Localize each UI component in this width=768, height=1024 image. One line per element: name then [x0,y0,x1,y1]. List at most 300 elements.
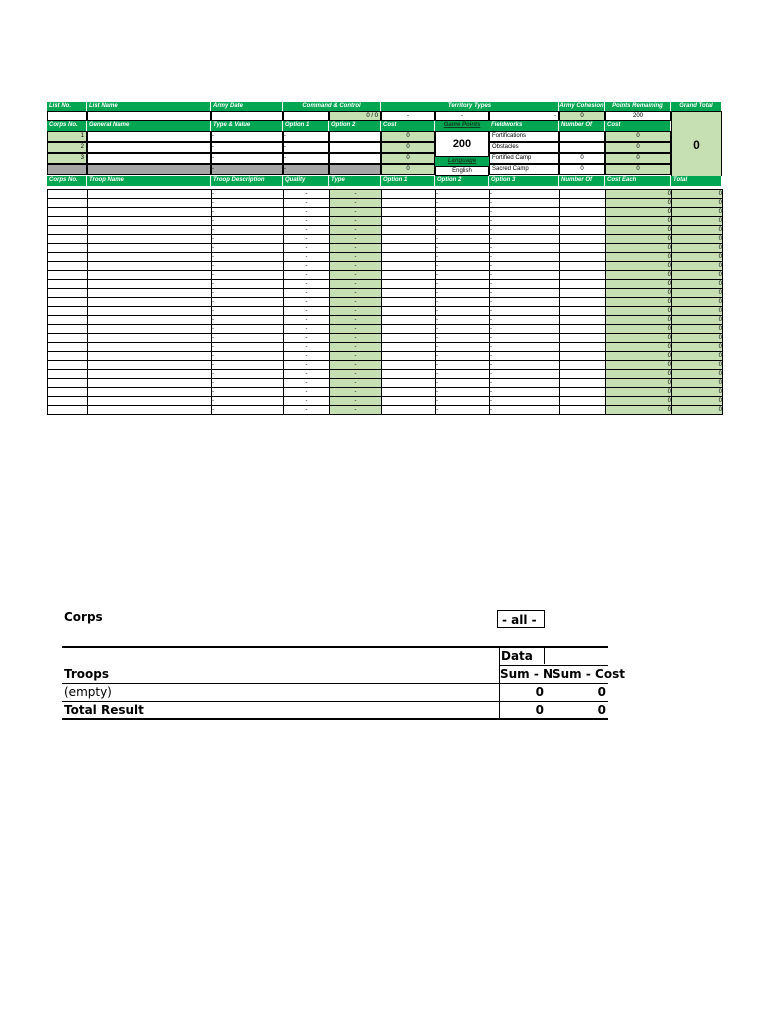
type-value-input[interactable]: - [211,164,283,175]
troop-type-cell[interactable]: - [330,253,382,262]
troop-type-cell[interactable]: - [330,307,382,316]
troop-quality-cell[interactable]: - [284,208,330,217]
troop-type-cell[interactable]: - [330,361,382,370]
troop-option-3-cell[interactable]: - [490,370,560,379]
troop-description-cell[interactable]: - [212,388,284,397]
troop-description-cell[interactable]: - [212,352,284,361]
troop-option-3-cell[interactable]: - [490,325,560,334]
troop-corps-no-cell[interactable] [48,406,88,415]
troop-total-cell: 0 [672,190,723,199]
troop-option-2-cell[interactable]: - [436,217,490,226]
fieldwork-number-of[interactable]: 0 [559,153,605,164]
troop-option-3-cell[interactable]: - [490,208,560,217]
type-value-input[interactable]: - [211,153,283,164]
troop-option-3-cell[interactable]: - [490,271,560,280]
troop-number-of-cell[interactable] [560,235,606,244]
game-points-value[interactable]: 200 [435,131,489,157]
troop-option-2-cell[interactable]: - [436,253,490,262]
troop-quality-cell[interactable]: - [284,406,330,415]
troop-option-2-cell[interactable]: - [436,280,490,289]
troop-option-2-cell[interactable]: - [436,379,490,388]
troop-number-of-cell[interactable] [560,334,606,343]
troop-option-3-cell[interactable]: - [490,226,560,235]
troop-number-of-cell[interactable] [560,388,606,397]
troop-corps-no-cell[interactable] [48,253,88,262]
troop-corps-no-cell[interactable] [48,208,88,217]
troop-quality-cell[interactable]: - [284,289,330,298]
troop-type-cell[interactable]: - [330,316,382,325]
troop-option-1-cell[interactable] [382,343,436,352]
pivot-row-label: (empty) [64,685,112,699]
troop-option-2-cell[interactable]: - [436,397,490,406]
troop-quality-cell[interactable]: - [284,361,330,370]
header-fieldworks: Fieldworks [489,121,559,131]
troop-name-cell[interactable] [88,235,212,244]
table-row [48,388,723,397]
troop-option-2-cell[interactable]: - [436,406,490,415]
troop-corps-no-cell[interactable] [48,397,88,406]
header-troop-option-2: Option 2 [435,176,489,186]
troop-number-of-cell[interactable] [560,226,606,235]
troop-type-cell[interactable]: - [330,352,382,361]
troop-option-2-cell[interactable]: - [436,298,490,307]
troop-option-3-cell[interactable]: - [490,316,560,325]
troop-quality-cell[interactable]: - [284,262,330,271]
troop-option-2-cell[interactable]: - [436,208,490,217]
troop-option-2-cell[interactable]: - [436,235,490,244]
troop-quality-cell[interactable]: - [284,235,330,244]
troop-type-cell[interactable]: - [330,271,382,280]
troop-corps-no-cell[interactable] [48,343,88,352]
game-points-label: Game Points [435,121,489,131]
troop-total-cell: 0 [672,271,723,280]
troop-type-cell[interactable]: - [330,262,382,271]
troop-option-2-cell[interactable]: - [436,361,490,370]
troop-number-of-cell[interactable] [560,325,606,334]
troop-name-cell[interactable] [88,244,212,253]
troop-number-of-cell[interactable] [560,280,606,289]
troop-option-2-cell[interactable]: - [436,316,490,325]
corps-option-2-input[interactable] [329,153,381,164]
troop-type-cell[interactable]: - [330,397,382,406]
troop-corps-no-cell[interactable] [48,217,88,226]
troop-description-cell[interactable]: - [212,370,284,379]
table-row [48,370,723,379]
troop-option-2-cell[interactable]: - [436,262,490,271]
troop-cost-each-cell: 0 [606,352,672,361]
troop-type-cell[interactable]: - [330,226,382,235]
corps-option-1-input[interactable]: - [283,131,329,142]
troop-corps-no-cell[interactable] [48,325,88,334]
troop-option-1-cell[interactable] [382,397,436,406]
troop-option-3-cell[interactable]: - [490,379,560,388]
troop-description-cell[interactable]: - [212,253,284,262]
troop-name-cell[interactable] [88,379,212,388]
troop-type-cell[interactable]: - [330,334,382,343]
general-name-input[interactable] [87,142,211,153]
territory-2[interactable]: - [435,111,489,121]
troop-option-3-cell[interactable]: - [490,307,560,316]
troop-option-3-cell[interactable]: - [490,217,560,226]
corps-option-1-input[interactable]: - [283,142,329,153]
troop-description-cell[interactable]: - [212,244,284,253]
troop-name-cell[interactable] [88,298,212,307]
troop-number-of-cell[interactable] [560,217,606,226]
troop-option-1-cell[interactable] [382,208,436,217]
corps-option-1-input[interactable]: - [283,164,329,175]
troop-option-2-cell[interactable]: - [436,199,490,208]
troop-description-cell[interactable]: - [212,226,284,235]
troop-option-3-cell[interactable]: - [490,262,560,271]
troop-type-cell[interactable]: - [330,280,382,289]
list-no-input[interactable] [47,111,87,121]
troop-number-of-cell[interactable] [560,379,606,388]
troop-type-cell[interactable]: - [330,208,382,217]
troop-number-of-cell[interactable] [560,406,606,415]
troop-option-3-cell[interactable]: - [490,406,560,415]
table-row [48,199,723,208]
troop-option-1-cell[interactable] [382,226,436,235]
troop-name-cell[interactable] [88,217,212,226]
troop-type-cell[interactable]: - [330,388,382,397]
troop-description-cell[interactable]: - [212,289,284,298]
pivot-filter-label: Corps [64,610,103,624]
troop-quality-cell[interactable]: - [284,334,330,343]
troop-corps-no-cell[interactable] [48,370,88,379]
pivot-filter-dropdown[interactable]: - all - [497,610,545,628]
troop-corps-no-cell[interactable] [48,361,88,370]
corps-no[interactable] [47,164,87,175]
troop-option-1-cell[interactable] [382,361,436,370]
troop-quality-cell[interactable]: - [284,226,330,235]
corps-option-2-input[interactable] [329,142,381,153]
troop-description-cell[interactable]: - [212,325,284,334]
header-corps-cost: Cost [381,121,435,131]
troop-option-1-cell[interactable] [382,316,436,325]
troop-quality-cell[interactable]: - [284,307,330,316]
troop-type-cell[interactable]: - [330,244,382,253]
table-row [48,361,723,370]
troop-description-cell[interactable]: - [212,379,284,388]
troop-total-cell: 0 [672,352,723,361]
troop-cost-each-cell: 0 [606,280,672,289]
corps-option-1-input[interactable]: - [283,153,329,164]
troop-name-cell[interactable] [88,370,212,379]
troop-type-cell[interactable]: - [330,370,382,379]
troop-option-3-cell[interactable]: - [490,334,560,343]
troop-quality-cell[interactable]: - [284,244,330,253]
troop-option-2-cell[interactable]: - [436,325,490,334]
troop-number-of-cell[interactable] [560,298,606,307]
troop-option-1-cell[interactable] [382,271,436,280]
header-territory-types: Territory Types [381,102,559,111]
troop-corps-no-cell[interactable] [48,262,88,271]
troop-type-cell[interactable]: - [330,235,382,244]
troop-option-3-cell[interactable]: - [490,343,560,352]
troop-description-cell[interactable]: - [212,235,284,244]
troop-type-cell[interactable]: - [330,379,382,388]
corps-option-2-input[interactable] [329,131,381,142]
troop-name-cell[interactable] [88,307,212,316]
troop-option-3-cell[interactable]: - [490,244,560,253]
troop-option-3-cell[interactable]: - [490,352,560,361]
troop-number-of-cell[interactable] [560,289,606,298]
troop-description-cell[interactable]: - [212,280,284,289]
corps-no[interactable]: 3 [47,153,87,164]
troop-description-cell[interactable]: - [212,307,284,316]
troop-option-1-cell[interactable] [382,289,436,298]
troop-option-3-cell[interactable]: - [490,397,560,406]
troop-option-3-cell[interactable]: - [490,280,560,289]
fieldwork-name[interactable]: Obstacles [489,142,559,153]
troop-option-3-cell[interactable]: - [490,253,560,262]
troop-option-1-cell[interactable] [382,262,436,271]
fieldwork-cost: 0 [605,153,671,164]
troop-total-cell: 0 [672,406,723,415]
troop-corps-no-cell[interactable] [48,379,88,388]
troop-option-3-cell[interactable]: - [490,190,560,199]
troop-number-of-cell[interactable] [560,244,606,253]
troop-description-cell[interactable]: - [212,298,284,307]
type-value-input[interactable]: - [211,142,283,153]
troop-description-cell[interactable]: - [212,208,284,217]
command-blank-cell[interactable] [283,111,329,121]
troop-quality-cell[interactable]: - [284,280,330,289]
troop-description-cell[interactable]: - [212,271,284,280]
troop-type-cell[interactable]: - [330,217,382,226]
corps-no[interactable]: 1 [47,131,87,142]
troop-name-cell[interactable] [88,289,212,298]
troop-name-cell[interactable] [88,262,212,271]
troop-corps-no-cell[interactable] [48,316,88,325]
troop-option-2-cell[interactable]: - [436,307,490,316]
troop-total-cell: 0 [672,388,723,397]
troop-type-cell[interactable]: - [330,325,382,334]
fieldwork-name[interactable]: Fortified Camp [489,153,559,164]
troop-corps-no-cell[interactable] [48,271,88,280]
troop-corps-no-cell[interactable] [48,388,88,397]
troop-option-1-cell[interactable] [382,370,436,379]
troop-option-2-cell[interactable]: - [436,244,490,253]
troop-option-1-cell[interactable] [382,334,436,343]
troop-name-cell[interactable] [88,352,212,361]
troop-number-of-cell[interactable] [560,370,606,379]
troop-number-of-cell[interactable] [560,190,606,199]
list-name-input[interactable] [87,111,211,121]
troop-number-of-cell[interactable] [560,199,606,208]
troop-option-1-cell[interactable] [382,352,436,361]
troop-type-cell[interactable]: - [330,199,382,208]
troop-name-cell[interactable] [88,343,212,352]
troop-quality-cell[interactable]: - [284,397,330,406]
troop-number-of-cell[interactable] [560,361,606,370]
troop-name-cell[interactable] [88,388,212,397]
troop-description-cell[interactable]: - [212,397,284,406]
table-row [48,397,723,406]
troop-corps-no-cell[interactable] [48,352,88,361]
troop-cost-each-cell: 0 [606,271,672,280]
general-name-input[interactable] [87,131,211,142]
troop-type-cell[interactable]: - [330,289,382,298]
troop-description-cell[interactable]: - [212,343,284,352]
table-row [48,280,723,289]
territory-3[interactable]: - [489,111,559,121]
troop-option-1-cell[interactable] [382,244,436,253]
troop-option-3-cell[interactable]: - [490,388,560,397]
troop-quality-cell[interactable]: - [284,190,330,199]
troop-option-3-cell[interactable]: - [490,289,560,298]
troop-option-3-cell[interactable]: - [490,199,560,208]
troop-option-3-cell[interactable]: - [490,361,560,370]
troop-corps-no-cell[interactable] [48,334,88,343]
troop-option-3-cell[interactable]: - [490,235,560,244]
fieldwork-name[interactable]: Sacred Camp [489,164,559,175]
header-general-name: General Name [87,121,211,131]
general-name-input[interactable] [87,153,211,164]
troop-option-1-cell[interactable] [382,406,436,415]
troop-option-1-cell[interactable] [382,199,436,208]
troop-description-cell[interactable]: - [212,406,284,415]
troop-corps-no-cell[interactable] [48,235,88,244]
troop-quality-cell[interactable]: - [284,217,330,226]
troop-quality-cell[interactable]: - [284,271,330,280]
troop-option-2-cell[interactable]: - [436,343,490,352]
header-type-value: Type & Value [211,121,283,131]
troop-description-cell[interactable]: - [212,316,284,325]
troop-quality-cell[interactable]: - [284,379,330,388]
troop-name-cell[interactable] [88,208,212,217]
troop-name-cell[interactable] [88,325,212,334]
troop-quality-cell[interactable]: - [284,370,330,379]
corps-option-2-input[interactable] [329,164,381,175]
troop-option-2-cell[interactable]: - [436,388,490,397]
pivot-data-divider [544,646,545,664]
troop-name-cell[interactable] [88,280,212,289]
troop-type-cell[interactable]: - [330,406,382,415]
troop-option-3-cell[interactable]: - [490,298,560,307]
troop-option-1-cell[interactable] [382,307,436,316]
troop-option-1-cell[interactable] [382,298,436,307]
header-troop-number-of: Number Of [559,176,605,186]
troop-description-cell[interactable]: - [212,334,284,343]
header-quality: Quality [283,176,329,186]
pivot-row-header: Troops [64,667,110,681]
troop-number-of-cell[interactable] [560,271,606,280]
troop-number-of-cell[interactable] [560,397,606,406]
fieldwork-number-of[interactable]: 0 [559,164,605,175]
troop-name-cell[interactable] [88,253,212,262]
troop-quality-cell[interactable]: - [284,325,330,334]
troop-quality-cell[interactable]: - [284,199,330,208]
language-value[interactable]: English [435,166,489,176]
troop-name-cell[interactable] [88,406,212,415]
table-row [48,352,723,361]
table-row [48,307,723,316]
troop-number-of-cell[interactable] [560,307,606,316]
troop-option-1-cell[interactable] [382,217,436,226]
troop-corps-no-cell[interactable] [48,298,88,307]
troop-option-2-cell[interactable]: - [436,370,490,379]
troop-corps-no-cell[interactable] [48,190,88,199]
troop-quality-cell[interactable]: - [284,316,330,325]
corps-no[interactable]: 2 [47,142,87,153]
general-name-input[interactable] [87,164,211,175]
troop-total-cell: 0 [672,289,723,298]
troop-corps-no-cell[interactable] [48,199,88,208]
troop-option-2-cell[interactable]: - [436,226,490,235]
troop-option-1-cell[interactable] [382,379,436,388]
header-army-date: Army Date [211,102,283,111]
troop-name-cell[interactable] [88,334,212,343]
troop-number-of-cell[interactable] [560,352,606,361]
troop-description-cell[interactable]: - [212,262,284,271]
troop-option-1-cell[interactable] [382,388,436,397]
troop-description-cell[interactable]: - [212,199,284,208]
troop-quality-cell[interactable]: - [284,298,330,307]
troop-type-cell[interactable]: - [330,298,382,307]
troop-option-1-cell[interactable] [382,235,436,244]
troop-type-cell[interactable]: - [330,190,382,199]
troop-quality-cell[interactable]: - [284,352,330,361]
troop-option-2-cell[interactable]: - [436,190,490,199]
type-value-input[interactable]: - [211,131,283,142]
table-row [48,235,723,244]
army-date-input[interactable] [211,111,283,121]
troop-quality-cell[interactable]: - [284,253,330,262]
troop-corps-no-cell[interactable] [48,289,88,298]
header-command-control: Command & Control [283,102,381,111]
troop-corps-no-cell[interactable] [48,307,88,316]
troop-name-cell[interactable] [88,190,212,199]
troop-corps-no-cell[interactable] [48,226,88,235]
troop-option-2-cell[interactable]: - [436,289,490,298]
troop-option-1-cell[interactable] [382,325,436,334]
troop-option-2-cell[interactable]: - [436,352,490,361]
troop-name-cell[interactable] [88,397,212,406]
troop-name-cell[interactable] [88,316,212,325]
troop-name-cell[interactable] [88,271,212,280]
troop-option-2-cell[interactable]: - [436,271,490,280]
troop-corps-no-cell[interactable] [48,280,88,289]
fieldwork-number-of[interactable] [559,142,605,153]
corps-cost: 0 [381,142,435,153]
troop-description-cell[interactable]: - [212,217,284,226]
troop-number-of-cell[interactable] [560,253,606,262]
header-grand-total: Grand Total [671,102,722,111]
troop-option-1-cell[interactable] [382,253,436,262]
troop-number-of-cell[interactable] [560,343,606,352]
troop-option-1-cell[interactable] [382,280,436,289]
fieldwork-name[interactable]: Fortifications [489,131,559,142]
pivot-col-1-header: Sum - N [500,667,554,681]
troop-description-cell[interactable]: - [212,190,284,199]
troop-number-of-cell[interactable] [560,262,606,271]
troop-name-cell[interactable] [88,226,212,235]
troop-corps-no-cell[interactable] [48,244,88,253]
troop-quality-cell[interactable]: - [284,343,330,352]
territory-1[interactable]: - [381,111,435,121]
troop-name-cell[interactable] [88,361,212,370]
troop-number-of-cell[interactable] [560,208,606,217]
troop-option-1-cell[interactable] [382,190,436,199]
fieldwork-number-of[interactable] [559,131,605,142]
troop-number-of-cell[interactable] [560,316,606,325]
troop-quality-cell[interactable]: - [284,388,330,397]
troop-type-cell[interactable]: - [330,343,382,352]
troop-option-2-cell[interactable]: - [436,334,490,343]
troop-description-cell[interactable]: - [212,361,284,370]
troop-name-cell[interactable] [88,199,212,208]
